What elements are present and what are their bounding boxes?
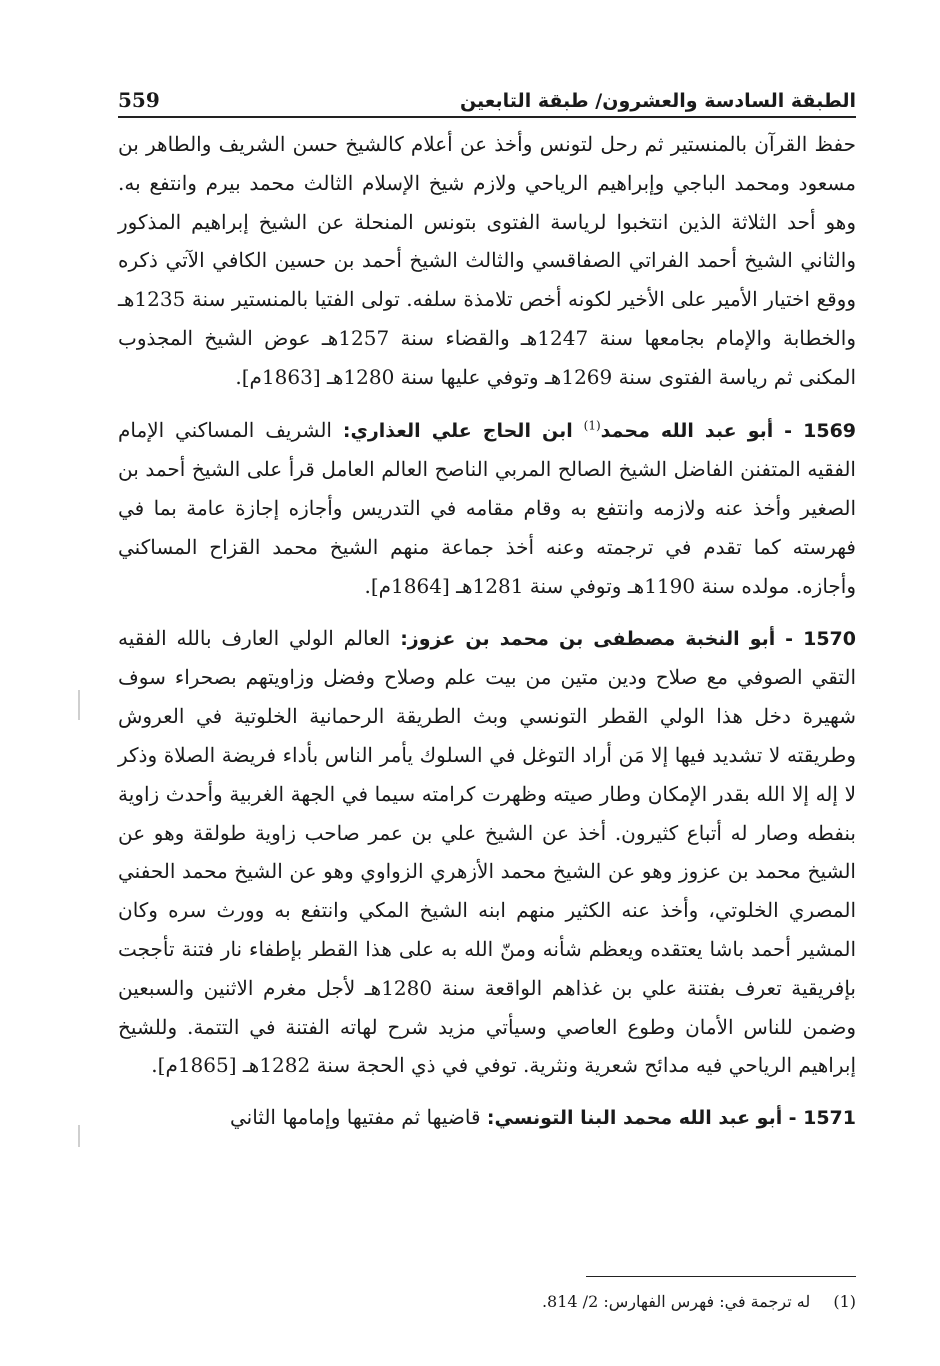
footnote-divider: [586, 1276, 856, 1277]
scan-margin-mark: [78, 690, 80, 720]
paragraph-continuation: [118, 125, 856, 397]
entry-name: أبو النخبة مصطفى بن محمد بن عزوز:: [400, 627, 776, 650]
entry-1570: [118, 619, 856, 1086]
running-header: [118, 72, 856, 118]
footnote-marker: (1): [583, 417, 601, 432]
page-number: 559: [118, 88, 160, 112]
footnote: [300, 1290, 856, 1314]
entry-1569: [118, 411, 856, 606]
scan-margin-mark: [78, 1125, 80, 1147]
entry-name-first: أبو عبد الله محمد: [600, 419, 774, 442]
entry-number: 1569 -: [784, 419, 857, 442]
entry-1571: [118, 1098, 856, 1138]
entry-number: 1571 -: [788, 1107, 856, 1130]
main-text: [118, 125, 856, 1151]
footnote-number: (1): [833, 1292, 856, 1311]
entry-name: أبو عبد الله محمد البنا التونسي:: [486, 1107, 783, 1130]
entry-name-second: ابن الحاج علي العذاري:: [342, 419, 573, 442]
entry-text: الشريف المساكني الإمام الفقيه المتفنن الفاضل الشيخ الصالح المربي الناصح العالم العامل قرأ على الشيخ أحمد بن الصغير وأخذ عنه ولازمه وانتفع به وقام مقامه في التدريس وأجازه إجازة عامة بما في فهرسته كما تقدم في ترجمته وعنه أخذ جماعة منهم الشيخ محمد القزاح المساكني وأجازه. مولده سنة 1190هـ وتوفي سنة 1281هـ [1864م].: [118, 417, 856, 598]
entry-text: العالم الولي العارف بالله الفقيه التقي الصوفي مع صلاح ودين متين من بيت علم وصلاح وفضل وزاويتهم بصحراء سوف شهيرة دخل هذا الولي القطر التونسي وبث الطريقة الرحمانية الخلوتية في العروش وطريقته لا تشديد فيها إلا مَن أراد التوغل في السلوك يأمر الناس بأداء فريضة الصلاة وذكر لا إله إلا الله بقدر الإمكان وطار صيته وظهرت كرامته سيما في الجهة الغربية وأحدث زاوية بنفطه وصار له أتباع كثيرون. أخذ عن الشيخ علي بن عمر صاحب زاوية طولقة وهو عن الشيخ محمد بن عزوز وهو عن الشيخ محمد الأزهري الزواوي وهو عن الشيخ محمد الحفني المصري الخلوتي، وأخذ عنه الكثير منهم ابنه الشيخ المكي وانتفع به وورث سره وكان المشير أحمد باشا يعتقده ويعظم شأنه ومنّ الله به على هذا القطر بإطفاء نار فتنة تأججت بإفريقية تعرف بفتنة علي بن غذاهم الواقعة سنة 1280هـ لأجل مغرم الاثنين والسبعين وضمن للناس الأمان وطوع العاصي وسيأتي مزيد شرح لهاته الفتنة في التتمة. وللشيخ إبراهيم الرياحي فيه مدائح شعرية ونثرية. توفي في ذي الحجة سنة 1282هـ [1865م].: [118, 625, 856, 1078]
footnote-text: له ترجمة في: فهرس الفهارس: 2/ 814.: [541, 1292, 811, 1311]
header-title: الطبقة السادسة والعشرون/ طبقة التابعين: [459, 90, 856, 112]
entry-number: 1570 -: [785, 627, 856, 650]
entry-text: قاضيها ثم مفتيها وإمامها الثاني: [229, 1105, 481, 1130]
paragraph-text: حفظ القرآن بالمنستير ثم رحل لتونس وأخذ عن أعلام كالشيخ حسن الشريف والطاهر بن مسعود ومحمد الباجي وإبراهيم الرياحي ولازم شيخ الإسلام الثالث محمد بيرم وانتفع به. وهو أحد الثلاثة الذين انتخبوا لرياسة الفتوى بتونس المنحلة عن الشيخ إبراهيم المذكور والثاني الشيخ أحمد الفراتي الصفاقسي والثالث الشيخ أحمد بن حسين الكافي الآتي ذكره ووقع اختيار الأمير على الأخير لكونه أخص تلامذة سلفه. تولى الفتيا بالمنستير سنة 1235هـ والخطابة والإمام بجامعها سنة 1247هـ والقضاء سنة 1257هـ عوض الشيخ المجذوب المكنى ثم رياسة الفتوى سنة 1269هـ وتوفي عليها سنة 1280هـ [1863م].: [118, 132, 857, 389]
